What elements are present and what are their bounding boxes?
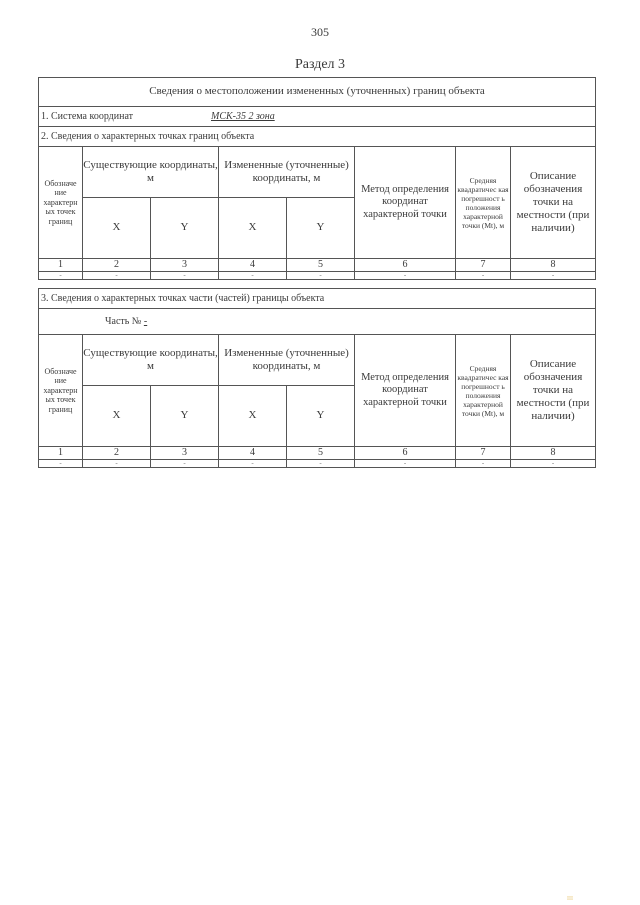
section3-title: 3. Сведения о характерных точках части (частей) границы объекта	[39, 289, 596, 309]
column-number: 4	[219, 259, 287, 272]
header-existing-coords: Существующие координаты, м	[83, 147, 219, 198]
header-method: Метод определения координат характерной точки	[355, 335, 456, 447]
column-number: 2	[83, 259, 151, 272]
empty-cell: -	[287, 272, 355, 280]
coord-system-row	[39, 107, 596, 127]
empty-cell: -	[151, 272, 219, 280]
header-error: Средняя квадратичес кая погрешност ь положения характерной точки (Mt), м	[456, 335, 511, 447]
empty-cell: -	[456, 272, 511, 280]
header-existing-y: Y	[151, 198, 219, 259]
boundary-points-table	[38, 77, 596, 280]
header-method: Метод определения координат характерной точки	[355, 147, 456, 259]
empty-cell: -	[511, 272, 596, 280]
header-designation: Обозначе ние характерн ых точек границ	[39, 147, 83, 259]
empty-cell: -	[219, 272, 287, 280]
column-number: 5	[287, 447, 355, 460]
empty-cell: -	[219, 460, 287, 468]
header-existing-y: Y	[151, 386, 219, 447]
empty-cell: -	[287, 460, 355, 468]
column-number: 5	[287, 259, 355, 272]
header-changed-coords: Измененные (уточненные) координаты, м	[219, 335, 355, 386]
header-changed-x: X	[219, 198, 287, 259]
header-description: Описание обозначения точки на местности (при наличии)	[511, 147, 596, 259]
empty-cell: -	[39, 272, 83, 280]
part-boundary-points-table	[38, 288, 596, 468]
empty-cell: -	[355, 460, 456, 468]
part-row	[39, 309, 596, 335]
column-number: 8	[511, 447, 596, 460]
column-number: 6	[355, 259, 456, 272]
header-description: Описание обозначения точки на местности (при наличии)	[511, 335, 596, 447]
column-number: 6	[355, 447, 456, 460]
header-changed-y: Y	[287, 198, 355, 259]
empty-cell: -	[456, 460, 511, 468]
table-title: Сведения о местоположении измененных (уточненных) границ объекта	[39, 78, 596, 107]
coord-system-label: 1. Система координат	[41, 110, 134, 122]
page-number: 305	[311, 25, 329, 39]
header-existing-x: X	[83, 198, 151, 259]
empty-cell: -	[39, 460, 83, 468]
part-label: Часть №	[105, 315, 142, 327]
column-number: 4	[219, 447, 287, 460]
part-value: -	[143, 315, 148, 327]
empty-cell: -	[83, 460, 151, 468]
section-title: Раздел 3	[294, 57, 346, 72]
column-number: 7	[456, 447, 511, 460]
column-number: 2	[83, 447, 151, 460]
column-number: 8	[511, 259, 596, 272]
header-changed-y: Y	[287, 386, 355, 447]
column-number: 7	[456, 259, 511, 272]
column-number: 3	[151, 447, 219, 460]
empty-cell: -	[151, 460, 219, 468]
empty-cell: -	[83, 272, 151, 280]
header-designation: Обозначе ние характерн ых точек границ	[39, 335, 83, 447]
coord-system-value: МСК-35 2 зона	[211, 110, 275, 122]
empty-cell: -	[511, 460, 596, 468]
column-number: 3	[151, 259, 219, 272]
header-existing-x: X	[83, 386, 151, 447]
header-existing-coords: Существующие координаты, м	[83, 335, 219, 386]
header-changed-x: X	[219, 386, 287, 447]
section2-title: 2. Сведения о характерных точках границ объекта	[39, 127, 596, 147]
corner-mark: III	[567, 896, 573, 902]
column-number: 1	[39, 447, 83, 460]
empty-cell: -	[355, 272, 456, 280]
column-number: 1	[39, 259, 83, 272]
header-changed-coords: Измененные (уточненные) координаты, м	[219, 147, 355, 198]
header-error: Средняя квадратичес кая погрешност ь положения характерной точки (Mt), м	[456, 147, 511, 259]
